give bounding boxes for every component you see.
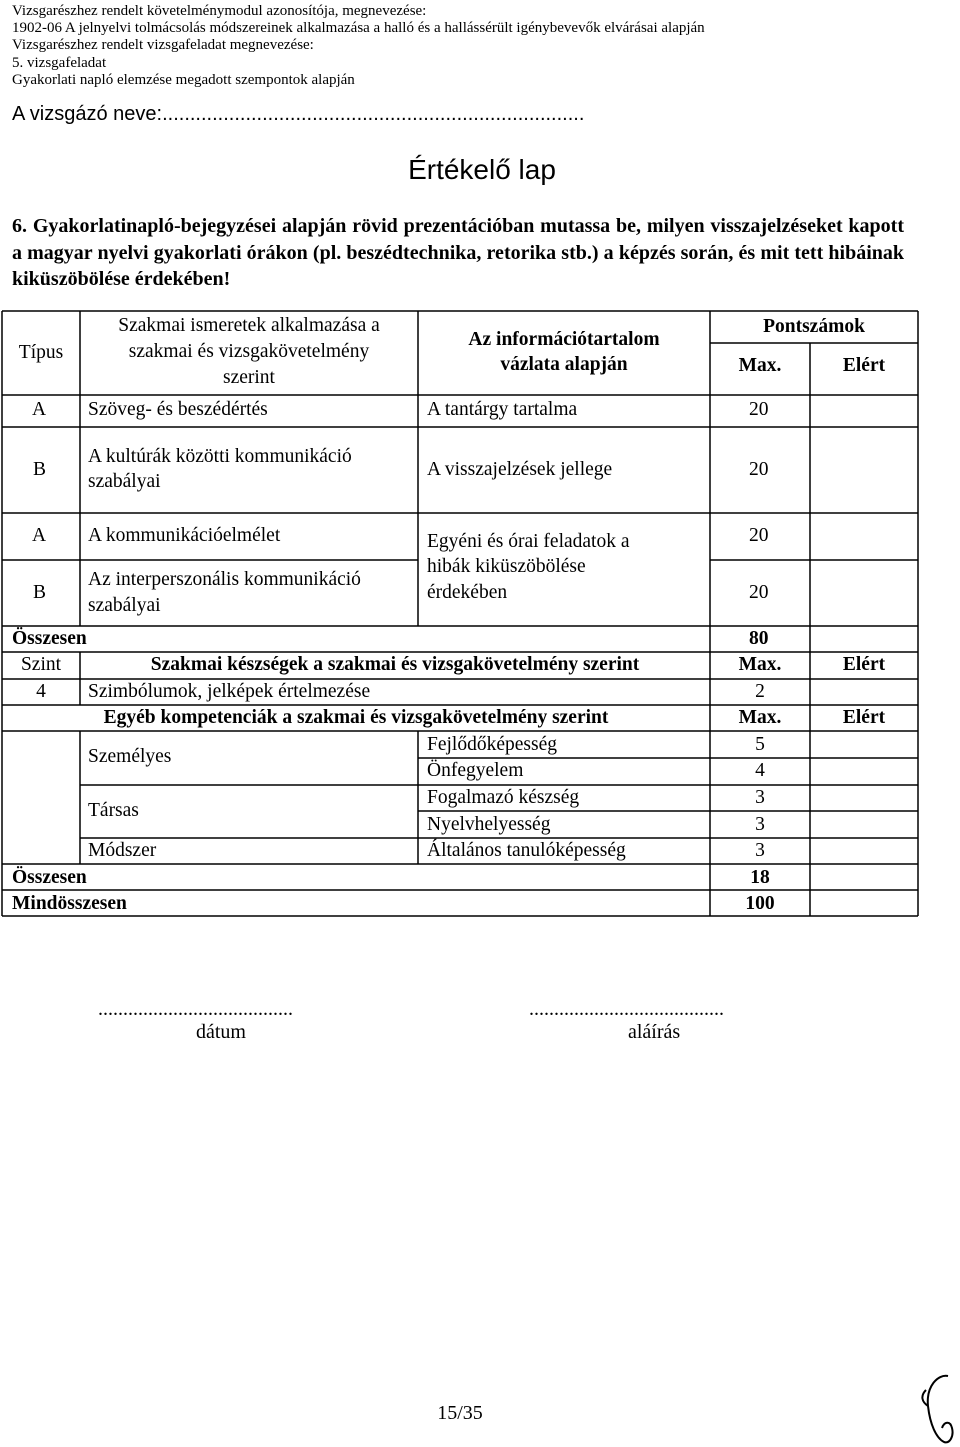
column-header-achieved: Elért [842, 355, 886, 376]
column-header-level: Szint [20, 654, 62, 675]
item-label: Nyelvhelyesség [427, 814, 551, 835]
item-max: 5 [755, 734, 765, 755]
column-header-type: Típus [18, 342, 64, 363]
signature-label: aláírás [628, 1021, 681, 1043]
row-max: 20 [749, 525, 769, 546]
row-skill: Az interperszonális kommunikáció [88, 569, 361, 590]
document-header [12, 3, 705, 89]
column-header-skill: szerint [223, 367, 275, 388]
item-label: Általános tanulóképesség [427, 840, 626, 861]
group-name: Személyes [88, 746, 172, 767]
column-header-skill: szakmai és vizsgakövetelmény [128, 341, 370, 362]
header-line: Vizsgarészhez rendelt követelménymodul azonosítója, megnevezése: [12, 3, 427, 19]
item-max: 3 [755, 840, 765, 861]
total-label: Összesen [12, 628, 87, 649]
row-max: 2 [755, 681, 765, 702]
header-line: Gyakorlati napló elemzése megadott szempontok alapján [12, 71, 355, 88]
signature-dots: ....................................... [529, 998, 724, 1020]
column-header-skills: Szakmai készségek a szakmai és vizsgakövetelmény szerint [150, 654, 640, 675]
grand-total-value: 100 [745, 893, 775, 914]
item-max: 4 [755, 760, 765, 781]
total-value: 18 [750, 867, 770, 888]
row-type: A [32, 399, 47, 420]
row-skill: A kultúrák közötti kommunikáció [88, 446, 352, 467]
date-label: dátum [196, 1021, 246, 1043]
total-label: Összesen [12, 867, 87, 888]
item-max: 3 [755, 787, 765, 808]
task-description: 6. Gyakorlatinapló-bejegyzései alapján rövid prezentációban mutassa be, milyen visszajelzéseket kapott a magyar nyelvi gyakorlati órákon (pl. beszédtechnika, retorika stb.) a képzés során, és mit tett hibáinak kiküszöbölése érdekében! [12, 215, 904, 290]
header-line: 5. vizsgafeladat [12, 54, 107, 71]
row-label: Szimbólumok, jelképek értelmezése [88, 681, 371, 702]
row-level: 4 [36, 681, 46, 702]
group-name: Társas [88, 800, 139, 821]
grand-total-label: Mindösszesen [12, 893, 127, 914]
column-header-info: vázlata alapján [500, 354, 628, 375]
column-header-competencies: Egyéb kompetenciák a szakmai és vizsgakövetelmény szerint [103, 707, 609, 728]
item-label: Fogalmazó készség [427, 787, 580, 808]
row-info: A tantárgy tartalma [427, 399, 578, 420]
column-header-max: Max. [738, 355, 782, 376]
column-header-max: Max. [738, 707, 782, 728]
header-line: Vizsgarészhez rendelt vizsgafeladat megnevezése: [12, 37, 314, 54]
total-value: 80 [749, 628, 769, 649]
row-type: A [32, 525, 47, 546]
merged-info: hibák kiküszöbölése [427, 556, 586, 577]
page-number: 15/35 [437, 1402, 483, 1424]
merged-info: érdekében [427, 582, 508, 603]
row-skill: A kommunikációelmélet [88, 525, 281, 546]
row-type: B [33, 459, 47, 480]
row-info: A visszajelzések jellege [427, 459, 613, 480]
merged-info: Egyéni és órai feladatok a [427, 531, 630, 552]
column-header-points: Pontszámok [763, 316, 865, 337]
group-name: Módszer [88, 840, 157, 861]
row-skill: szabályai [88, 471, 161, 492]
column-header-max: Max. [738, 654, 782, 675]
header-line: 1902-06 A jelnyelvi tolmácsolás módszereinek alkalmazása a halló és a hallássérült igénybevevők elvárásai alapján [12, 20, 705, 37]
handwritten-initial-icon [918, 1372, 956, 1444]
column-header-achieved: Elért [842, 707, 886, 728]
item-label: Fejlődőképesség [427, 734, 557, 755]
item-max: 3 [755, 814, 765, 835]
row-max: 20 [749, 399, 769, 420]
row-skill: Szöveg- és beszédértés [88, 399, 268, 420]
row-skill: szabályai [88, 595, 161, 616]
column-header-skill: Szakmai ismeretek alkalmazása a [118, 315, 380, 336]
item-label: Önfegyelem [427, 760, 524, 781]
examinee-name-line: A vizsgázó neve:............................................................................ [12, 103, 585, 125]
row-max: 20 [749, 459, 769, 480]
column-header-achieved: Elért [842, 654, 886, 675]
date-dots: ....................................... [98, 998, 293, 1020]
row-type: B [33, 582, 47, 603]
page-title: Értékelő lap [408, 154, 556, 185]
row-max: 20 [749, 582, 769, 603]
column-header-info: Az információtartalom [468, 329, 660, 350]
